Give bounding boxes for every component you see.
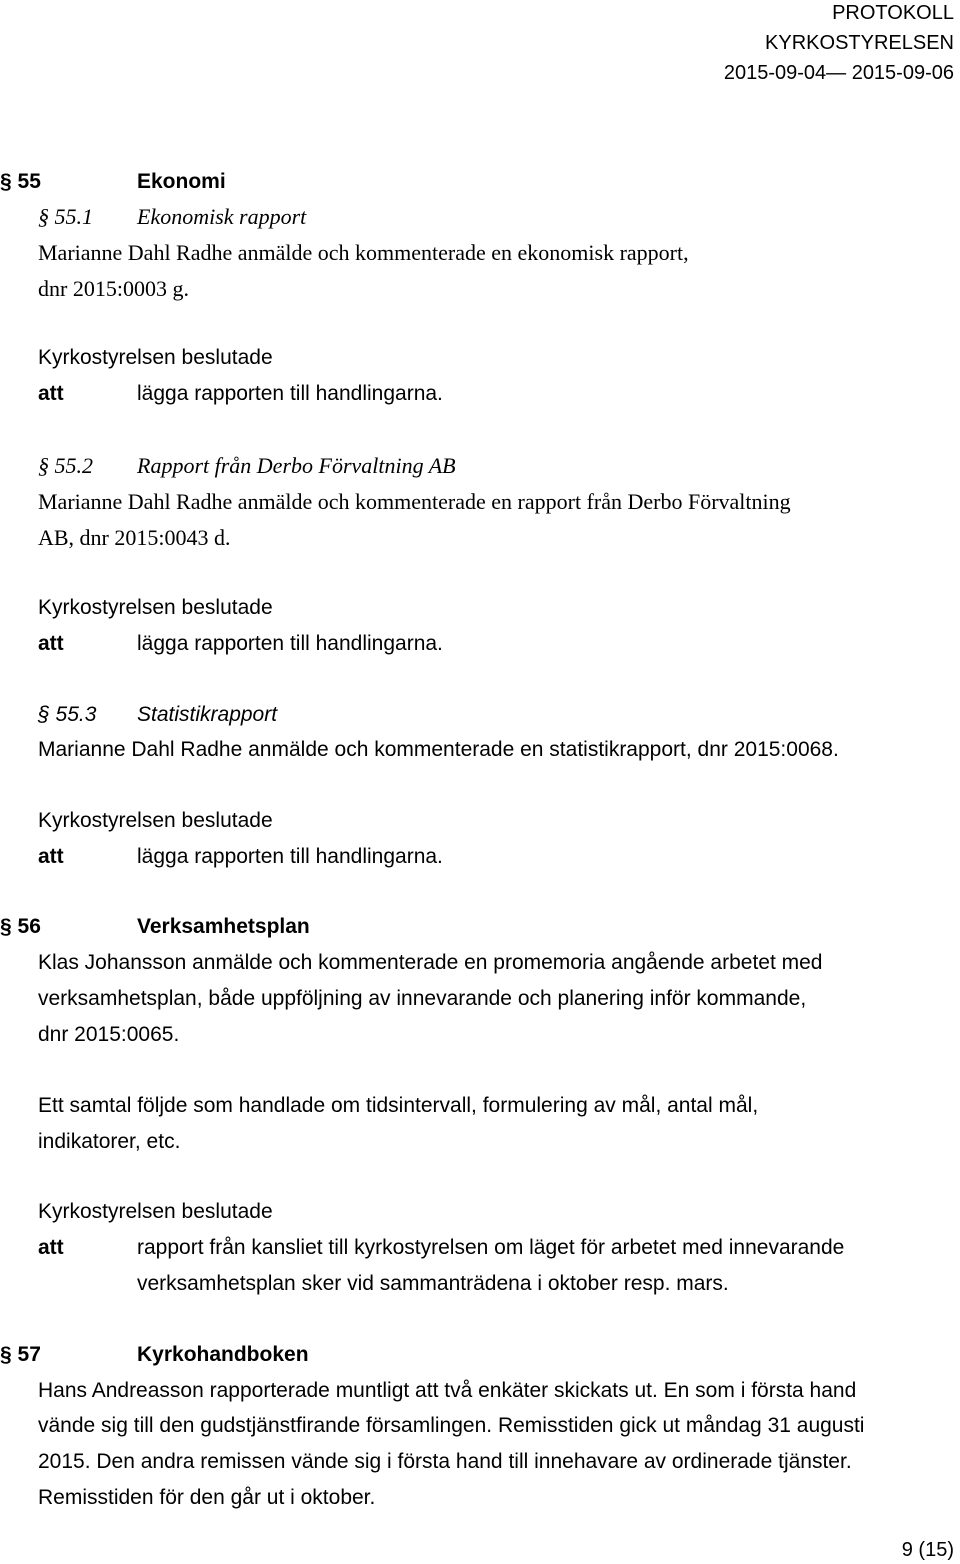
att-label: att (38, 382, 64, 405)
section-55-title: Ekonomi (137, 170, 226, 193)
paragraph-line: Hans Andreasson rapporterade muntligt att två enkäter skickats ut. En som i första hand (38, 1379, 857, 1402)
paragraph-line: dnr 2015:0003 g. (38, 276, 189, 301)
paragraph-line: Marianne Dahl Radhe anmälde och kommenterade en rapport från Derbo Förvaltning (38, 489, 791, 514)
paragraph-line: verksamhetsplan, både uppföljning av innevarande och planering inför kommande, (38, 987, 807, 1010)
section-55-number: § 55 (0, 170, 41, 193)
section-57-title: Kyrkohandboken (137, 1343, 309, 1366)
att-label: att (38, 632, 64, 655)
paragraph-line: Klas Johansson anmälde och kommenterade en promemoria angående arbetet med (38, 951, 823, 974)
subsection-55-2-title: Rapport från Derbo Förvaltning AB (137, 453, 456, 478)
paragraph-line: indikatorer, etc. (38, 1130, 181, 1153)
decision-intro: Kyrkostyrelsen beslutade (38, 809, 273, 832)
decision-text: lägga rapporten till handlingarna. (137, 632, 443, 655)
section-56-title: Verksamhetsplan (137, 915, 310, 938)
section-57-number: § 57 (0, 1343, 41, 1366)
subsection-55-3-number: § 55.3 (38, 703, 97, 726)
decision-text: lägga rapporten till handlingarna. (137, 845, 443, 868)
paragraph-line: Marianne Dahl Radhe anmälde och kommenterade en statistikrapport, dnr 2015:0068. (38, 738, 839, 761)
page-number: 9 (15) (901, 1539, 954, 1561)
paragraph-line: Ett samtal följde som handlade om tidsintervall, formulering av mål, antal mål, (38, 1094, 759, 1117)
subsection-55-2-number: § 55.2 (38, 453, 93, 478)
paragraph-line: 2015. Den andra remissen vände sig i första hand till innehavare av ordinerade tjänster. (38, 1450, 852, 1473)
decision-text: rapport från kansliet till kyrkostyrelsen om läget för arbetet med innevarande (137, 1236, 845, 1259)
subsection-55-1-title: Ekonomisk rapport (137, 204, 307, 229)
paragraph-line: Marianne Dahl Radhe anmälde och kommenterade en ekonomisk rapport, (38, 240, 689, 265)
section-56-number: § 56 (0, 915, 41, 938)
header-doc-type: PROTOKOLL (832, 2, 954, 24)
paragraph-line: vände sig till den gudstjänstfirande församlingen. Remisstiden gick ut måndag 31 augusti (38, 1414, 865, 1437)
paragraph-line: AB, dnr 2015:0043 d. (38, 525, 231, 550)
decision-intro: Kyrkostyrelsen beslutade (38, 596, 273, 619)
decision-intro: Kyrkostyrelsen beslutade (38, 346, 273, 369)
paragraph-line: Remisstiden för den går ut i oktober. (38, 1486, 376, 1509)
att-label: att (38, 1236, 64, 1259)
decision-intro: Kyrkostyrelsen beslutade (38, 1200, 273, 1223)
att-label: att (38, 845, 64, 868)
subsection-55-1-number: § 55.1 (38, 204, 93, 229)
subsection-55-3-title: Statistikrapport (137, 703, 278, 726)
paragraph-line: dnr 2015:0065. (38, 1023, 180, 1046)
decision-text: verksamhetsplan sker vid sammanträdena i oktober resp. mars. (137, 1272, 729, 1295)
decision-text: lägga rapporten till handlingarna. (137, 382, 443, 405)
header-dates: 2015-09-04— 2015-09-06 (723, 62, 954, 84)
header-org: KYRKOSTYRELSEN (765, 32, 954, 54)
